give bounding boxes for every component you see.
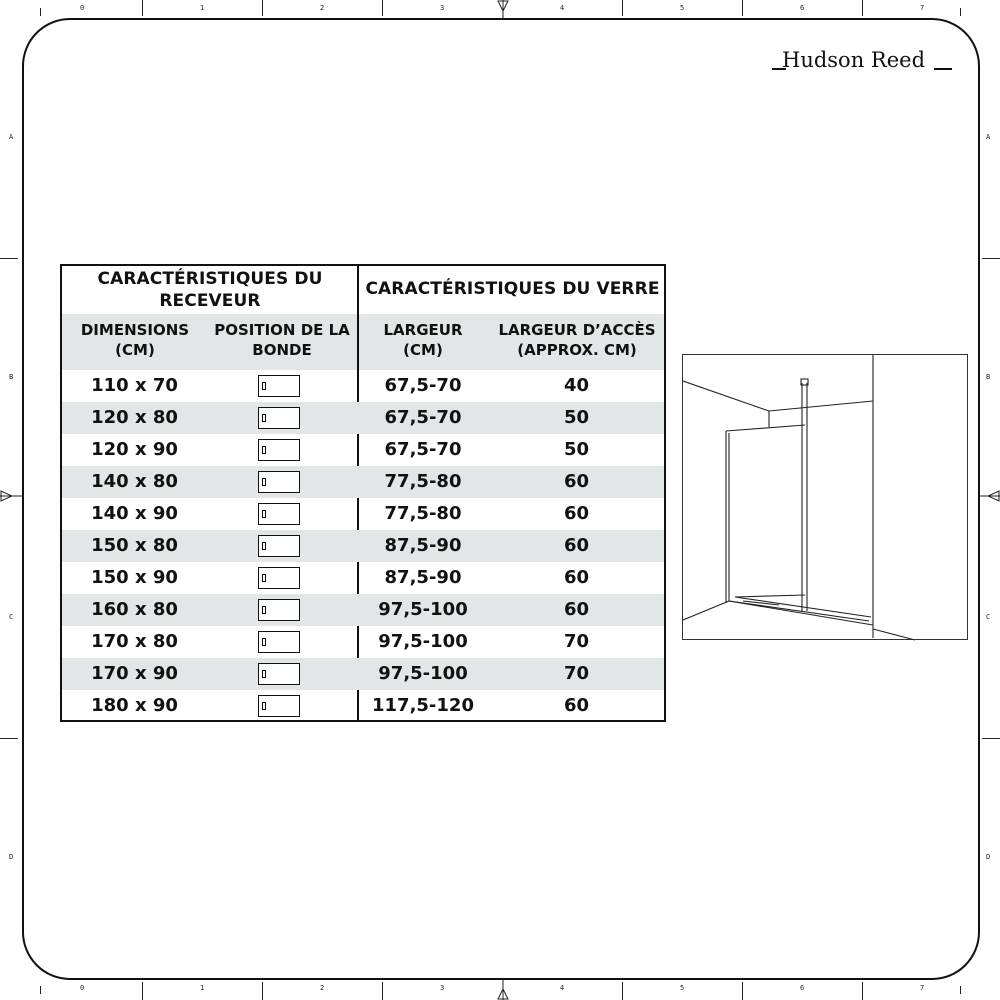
- ruler-tick: [40, 986, 41, 994]
- cell-dimensions: 170 x 80: [91, 631, 178, 652]
- ruler-right-letter: B: [986, 373, 991, 381]
- ruler-top-number: 5: [680, 4, 685, 12]
- ruler-tick: [382, 982, 383, 1000]
- table-row: [62, 370, 664, 402]
- ruler-bottom-number: 7: [920, 984, 925, 992]
- ruler-left-letter: A: [9, 133, 14, 141]
- ruler-center-top-marker: [497, 0, 509, 18]
- cell-width: 67,5-70: [384, 439, 462, 460]
- ruler-tick: [862, 0, 863, 16]
- cell-access-width: 60: [563, 599, 590, 620]
- ruler-center-left-marker: [0, 490, 22, 502]
- ruler-bottom-number: 4: [560, 984, 565, 992]
- ruler-tick: [742, 982, 743, 1000]
- ruler-left-letter: D: [9, 853, 14, 861]
- ruler-top-number: 3: [440, 4, 445, 12]
- ruler-tick: [0, 738, 18, 739]
- ruler-center-right-marker: [978, 490, 1000, 502]
- tray-drain-icon: [258, 599, 300, 621]
- ruler-tick: [622, 982, 623, 1000]
- ruler-tick: [622, 0, 623, 16]
- cell-width: 77,5-80: [384, 503, 462, 524]
- tray-drain-icon: [258, 535, 300, 557]
- ruler-tick: [262, 982, 263, 1000]
- table-row: [62, 626, 664, 658]
- tray-specs-title: CARACTÉRISTIQUES DU RECEVEUR: [97, 269, 323, 311]
- cell-access-width: 50: [563, 439, 590, 460]
- brand-logo: [772, 48, 952, 78]
- cell-width: 117,5-120: [372, 695, 474, 716]
- cell-drain-position: [207, 466, 357, 498]
- ruler-right-letter: C: [986, 613, 991, 621]
- tray-drain-icon: [258, 471, 300, 493]
- ruler-tick: [0, 258, 18, 259]
- ruler-left-letter: C: [9, 613, 14, 621]
- cell-width: 97,5-100: [378, 663, 468, 684]
- ruler-top-number: 4: [560, 4, 565, 12]
- cell-drain-position: [207, 498, 357, 530]
- glass-specs-title: CARACTÉRISTIQUES DU VERRE: [365, 279, 660, 299]
- ruler-bottom-number: 6: [800, 984, 805, 992]
- ruler-left-letter: B: [9, 373, 14, 381]
- cell-dimensions: 140 x 90: [91, 503, 178, 524]
- ruler-center-bottom-marker: [497, 980, 509, 1000]
- table-row: [62, 530, 664, 562]
- cell-dimensions: 120 x 80: [91, 407, 178, 428]
- tray-drain-icon: [258, 567, 300, 589]
- ruler-tick: [742, 0, 743, 16]
- cell-drain-position: [207, 626, 357, 658]
- cell-access-width: 40: [563, 375, 590, 396]
- ruler-bottom-number: 3: [440, 984, 445, 992]
- table-row: [62, 434, 664, 466]
- cell-dimensions: 150 x 90: [91, 567, 178, 588]
- col-header-drain-position: POSITION DE LA BONDE: [214, 321, 350, 359]
- cell-access-width: 70: [563, 663, 590, 684]
- cell-width: 67,5-70: [384, 407, 462, 428]
- table-row: [62, 466, 664, 498]
- ruler-tick: [960, 8, 961, 16]
- cell-access-width: 60: [563, 695, 590, 716]
- cell-drain-position: [207, 370, 357, 402]
- cell-width: 97,5-100: [378, 599, 468, 620]
- ruler-tick: [960, 986, 961, 994]
- ruler-bottom-number: 5: [680, 984, 685, 992]
- ruler-tick: [382, 0, 383, 16]
- cell-drain-position: [207, 594, 357, 626]
- cell-dimensions: 120 x 90: [91, 439, 178, 460]
- ruler-bottom-number: 2: [320, 984, 325, 992]
- cell-dimensions: 150 x 80: [91, 535, 178, 556]
- cell-access-width: 60: [563, 471, 590, 492]
- ruler-top-number: 7: [920, 4, 925, 12]
- cell-access-width: 60: [563, 567, 590, 588]
- ruler-tick: [142, 0, 143, 16]
- cell-dimensions: 140 x 80: [91, 471, 178, 492]
- ruler-top-number: 6: [800, 4, 805, 12]
- tray-drain-icon: [258, 503, 300, 525]
- cell-drain-position: [207, 434, 357, 466]
- cell-access-width: 70: [563, 631, 590, 652]
- cell-access-width: 60: [563, 503, 590, 524]
- cell-width: 87,5-90: [384, 567, 462, 588]
- table-row: [62, 402, 664, 434]
- table-row: [62, 594, 664, 626]
- col-header-access-width: LARGEUR D’ACCÈS (APPROX. CM): [498, 321, 656, 359]
- tray-drain-icon: [258, 631, 300, 653]
- tray-drain-icon: [258, 663, 300, 685]
- table-row: [62, 690, 664, 722]
- ruler-right-letter: D: [986, 853, 991, 861]
- cell-width: 77,5-80: [384, 471, 462, 492]
- specification-table: [60, 264, 666, 722]
- ruler-bottom-number: 1: [200, 984, 205, 992]
- tray-drain-icon: [258, 439, 300, 461]
- ruler-tick: [982, 738, 1000, 739]
- walk-in-shower-icon: [683, 355, 969, 641]
- ruler-top-number: 0: [80, 4, 85, 12]
- ruler-tick: [862, 982, 863, 1000]
- ruler-right-letter: A: [986, 133, 991, 141]
- ruler-tick: [982, 258, 1000, 259]
- cell-dimensions: 160 x 80: [91, 599, 178, 620]
- col-header-width: LARGEUR (CM): [383, 321, 463, 359]
- ruler-top-number: 1: [200, 4, 205, 12]
- tray-drain-icon: [258, 695, 300, 717]
- tray-drain-icon: [258, 375, 300, 397]
- cell-access-width: 60: [563, 535, 590, 556]
- table-row: [62, 562, 664, 594]
- cell-drain-position: [207, 530, 357, 562]
- col-header-dimensions: DIMENSIONS (CM): [80, 321, 190, 359]
- cell-width: 67,5-70: [384, 375, 462, 396]
- cell-drain-position: [207, 658, 357, 690]
- table-row: [62, 498, 664, 530]
- cell-width: 87,5-90: [384, 535, 462, 556]
- ruler-top-number: 2: [320, 4, 325, 12]
- cell-dimensions: 110 x 70: [91, 375, 178, 396]
- cell-dimensions: 180 x 90: [91, 695, 178, 716]
- ruler-bottom-number: 0: [80, 984, 85, 992]
- table-row: [62, 658, 664, 690]
- cell-width: 97,5-100: [378, 631, 468, 652]
- ruler-tick: [142, 982, 143, 1000]
- cell-drain-position: [207, 562, 357, 594]
- ruler-tick: [40, 8, 41, 16]
- cell-access-width: 50: [563, 407, 590, 428]
- shower-illustration: [682, 354, 968, 640]
- cell-drain-position: [207, 690, 357, 722]
- tray-drain-icon: [258, 407, 300, 429]
- brand-name: Hudson Reed: [782, 48, 926, 72]
- cell-drain-position: [207, 402, 357, 434]
- ruler-tick: [262, 0, 263, 16]
- cell-dimensions: 170 x 90: [91, 663, 178, 684]
